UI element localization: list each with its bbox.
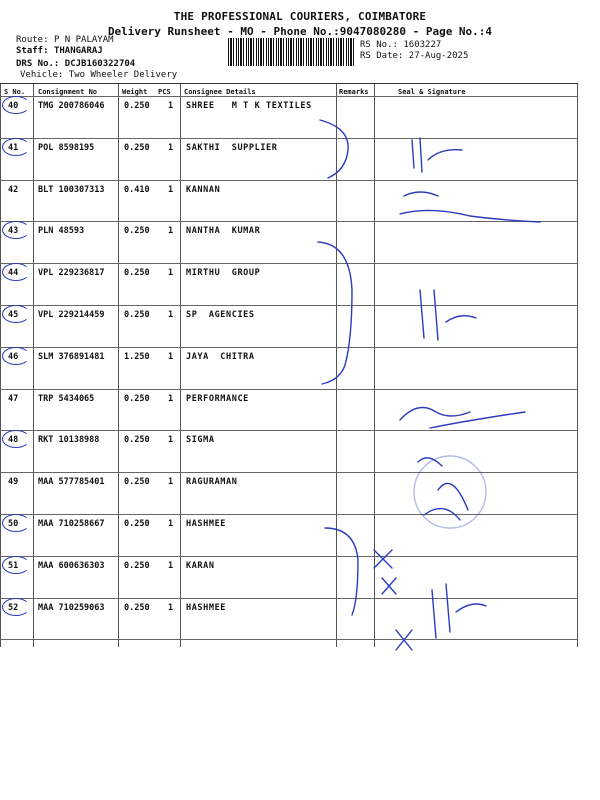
cross-mark <box>374 550 392 568</box>
consignment-cell: MAA 600636303 <box>38 560 105 571</box>
drs-value: DCJB160322704 <box>64 59 136 69</box>
signature-mark <box>400 192 540 222</box>
pcs-cell: 1 <box>168 101 174 111</box>
signature-mark <box>412 138 462 172</box>
consignment-cell: TMG 200786046 <box>38 101 105 111</box>
route-value: P N PALAYAM <box>53 35 114 45</box>
sno-cell: 46 <box>8 351 19 362</box>
col-sno: S No. <box>4 88 26 96</box>
sno-cell: 44 <box>8 268 19 279</box>
col-pcs: PCS <box>158 88 171 96</box>
pcs-cell: 1 <box>168 268 174 279</box>
consignment-cell: VPL 229214459 <box>38 310 105 320</box>
weight-cell: 0.250 <box>124 226 150 237</box>
pcs-cell: 1 <box>168 435 174 446</box>
pcs-cell: 1 <box>168 477 174 488</box>
consignee-cell: SP AGENCIES <box>186 310 255 320</box>
route-label: Route: <box>16 35 49 45</box>
consignee-cell: SIGMA <box>186 435 215 446</box>
weight-cell: 0.250 <box>124 268 150 279</box>
runsheet-title: Delivery Runsheet - MO - Phone No.:9047080280 - Page No.:4 <box>107 25 493 38</box>
consignee-cell: SAKTHI SUPPLIER <box>186 142 278 153</box>
col-weight: Weight <box>122 88 148 96</box>
drs-label: DRS No.: <box>16 59 60 69</box>
pcs-cell: 1 <box>168 602 174 613</box>
sno-cell: 43 <box>8 226 19 237</box>
rs-no-value: 1603227 <box>403 40 442 50</box>
consignee-cell: SHREE M T K TEXTILES <box>186 101 312 111</box>
weight-cell: 0.250 <box>124 477 150 488</box>
consignment-cell: POL 8598195 <box>38 142 95 153</box>
col-remarks: Remarks <box>339 88 369 96</box>
pcs-cell: 1 <box>168 142 174 153</box>
consignment-cell: SLM 376891481 <box>38 351 105 362</box>
weight-cell: 0.250 <box>124 435 150 446</box>
bracket-mark <box>325 528 358 615</box>
pcs-cell: 1 <box>168 519 174 529</box>
cross-mark <box>396 630 412 650</box>
pcs-cell: 1 <box>168 226 174 237</box>
sno-cell: 42 <box>8 184 19 195</box>
consignee-cell: HASHMEE <box>186 519 227 529</box>
col-signature: Seal & Signature <box>398 88 466 96</box>
consignee-cell: NANTHA KUMAR <box>186 226 261 237</box>
sno-cell: 49 <box>8 477 19 488</box>
sno-cell: 40 <box>8 101 19 111</box>
consignee-cell: MIRTHU GROUP <box>186 268 261 279</box>
sno-cell: 50 <box>8 519 19 529</box>
col-consignee: Consignee Details <box>184 88 256 96</box>
consignee-cell: RAGURAMAN <box>186 477 238 488</box>
sno-cell: 51 <box>8 560 19 571</box>
consignment-cell: MAA 710259063 <box>38 602 105 613</box>
weight-cell: 0.250 <box>124 310 150 320</box>
consignee-cell: KANNAN <box>186 184 221 195</box>
consignee-cell: KARAN <box>186 560 215 571</box>
weight-cell: 1.250 <box>124 351 150 362</box>
consignment-cell: MAA 577785401 <box>38 477 105 488</box>
pcs-cell: 1 <box>168 184 174 195</box>
bracket-mark <box>318 242 352 384</box>
rs-no-label: RS No.: <box>360 40 398 50</box>
weight-cell: 0.250 <box>124 602 150 613</box>
vehicle-label: Vehicle: <box>20 70 64 80</box>
col-consignment: Consignment No <box>38 88 98 96</box>
company-title: THE PROFESSIONAL COURIERS, COIMBATORE <box>173 10 427 23</box>
consignment-cell: PLN 48593 <box>38 226 85 237</box>
rs-date-label: RS Date: <box>360 51 404 61</box>
pcs-cell: 1 <box>168 560 174 571</box>
staff-label: Staff: <box>16 46 49 56</box>
pcs-cell: 1 <box>168 351 174 362</box>
weight-cell: 0.250 <box>124 393 150 404</box>
signature-mark <box>418 458 468 520</box>
weight-cell: 0.250 <box>124 101 150 111</box>
consignment-cell: TRP 5434065 <box>38 393 95 404</box>
sno-cell: 48 <box>8 435 19 446</box>
consignment-cell: RKT 10138988 <box>38 435 100 446</box>
rs-date-value: 27-Aug-2025 <box>408 51 469 61</box>
consignee-cell: HASHMEE <box>186 602 227 613</box>
bracket-mark <box>320 120 348 178</box>
stamp-seal <box>414 456 486 528</box>
consignment-cell: BLT 100307313 <box>38 184 105 195</box>
consignment-cell: VPL 229236817 <box>38 268 105 279</box>
consignee-cell: JAYA CHITRA <box>186 351 255 362</box>
weight-cell: 0.250 <box>124 519 150 529</box>
vehicle-value: Two Wheeler Delivery <box>68 70 178 80</box>
staff-value: THANGARAJ <box>53 46 103 56</box>
weight-cell: 0.250 <box>124 560 150 571</box>
signature-mark <box>400 408 525 429</box>
sno-cell: 41 <box>8 142 19 153</box>
sno-cell: 47 <box>8 393 19 404</box>
sno-cell: 45 <box>8 310 19 320</box>
weight-cell: 0.250 <box>124 142 150 153</box>
signature-mark <box>420 290 476 340</box>
signature-mark <box>432 584 486 638</box>
pcs-cell: 1 <box>168 310 174 320</box>
weight-cell: 0.410 <box>124 184 150 195</box>
pcs-cell: 1 <box>168 393 174 404</box>
consignment-cell: MAA 710258667 <box>38 519 105 529</box>
consignee-cell: PERFORMANCE <box>186 393 249 404</box>
sno-cell: 52 <box>8 602 19 613</box>
cross-mark <box>382 578 396 594</box>
